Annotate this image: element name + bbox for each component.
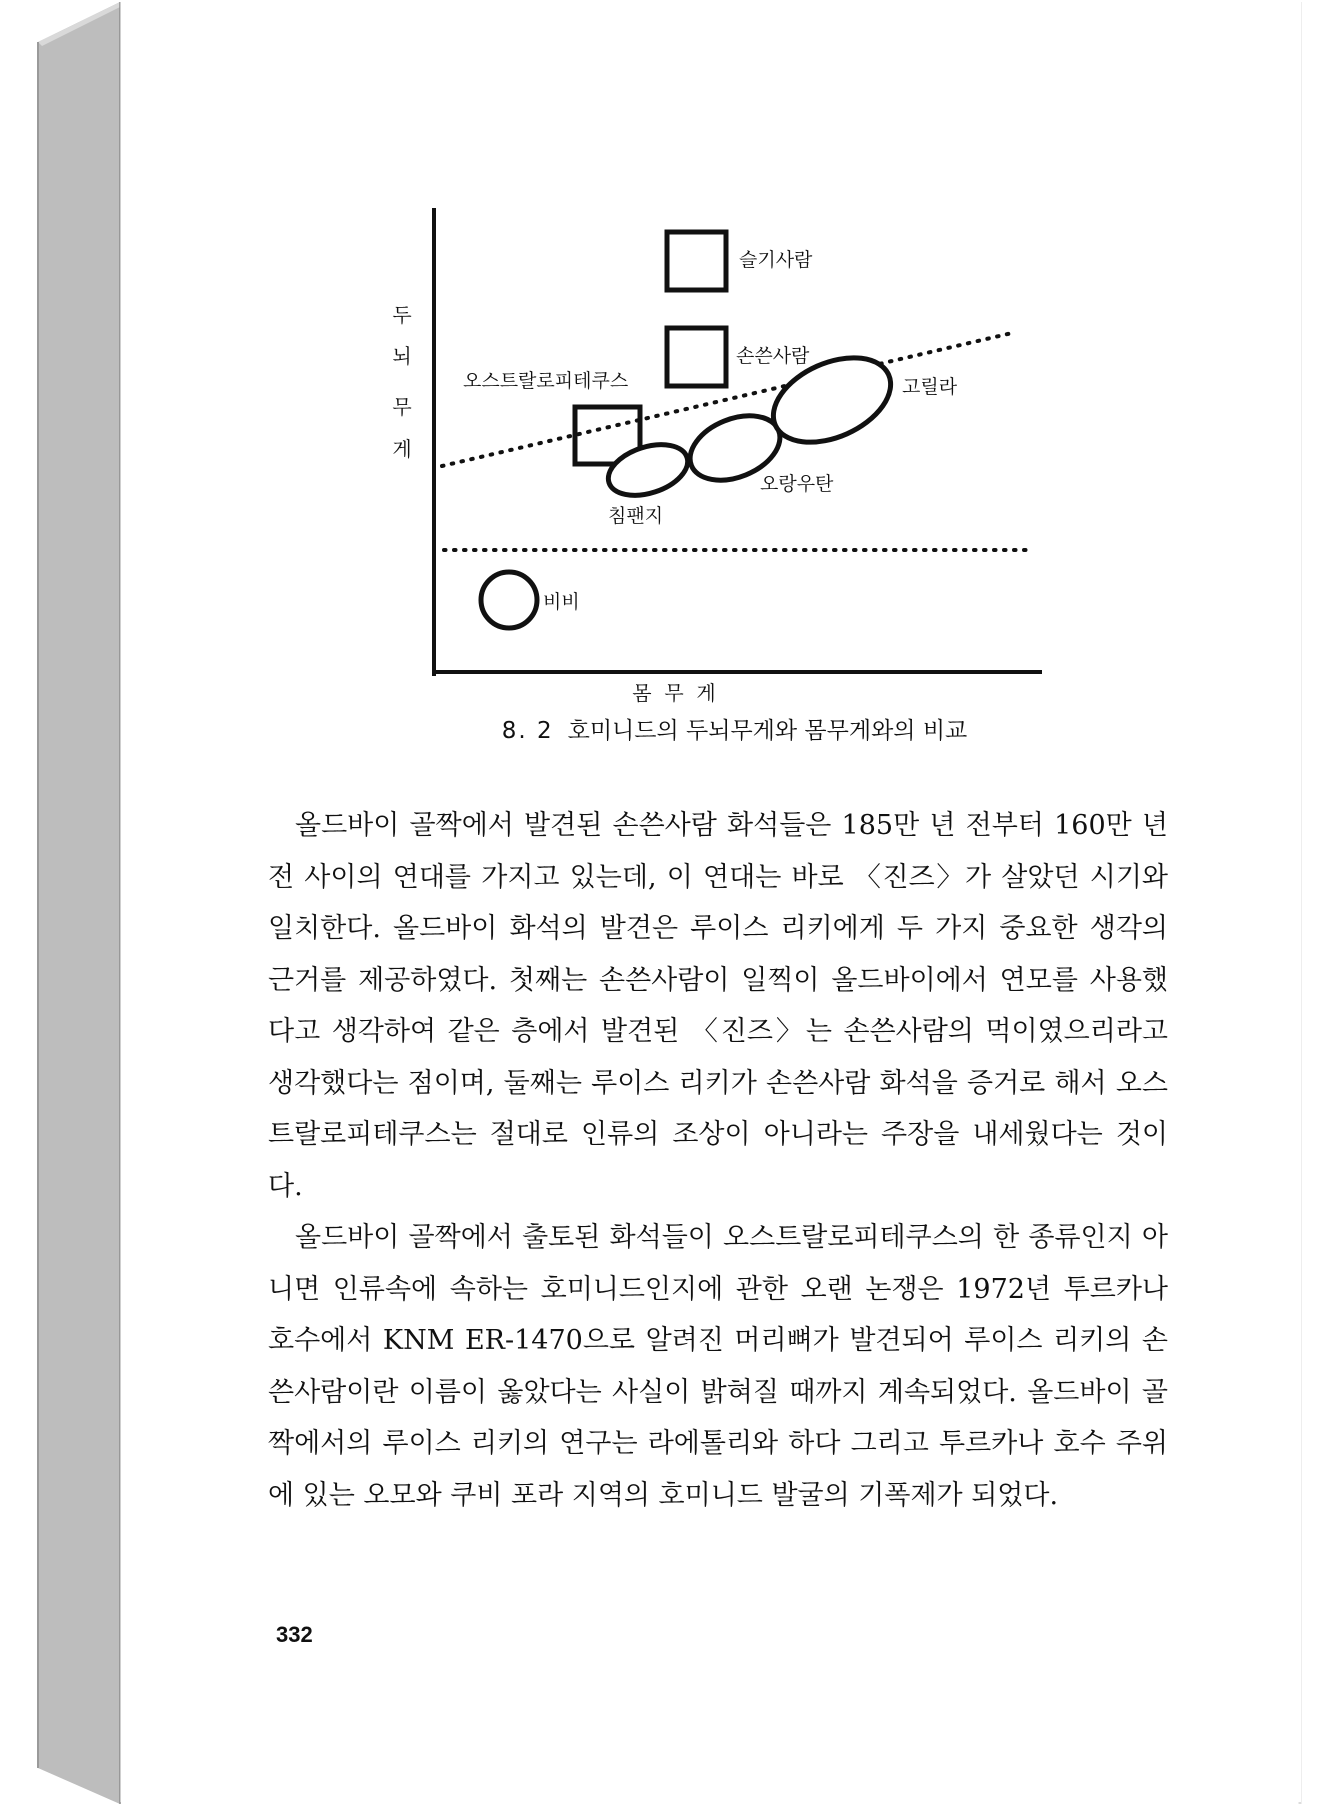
paragraph: 올드바이 골짝에서 출토된 화석들이 오스트랄로피테쿠스의 한 종류인지 아니면 인류속에 속하는 호미니드인지에 관한 오랜 논쟁은 1972년 투르카나 호수에서 KNM ER-1470으로 알려진 머리뼈가 발견되어 루이스 리키의 손쓴사람이란 이름이 옳았다는 사실이 밝혀질 때까지 계속되었다. 올드바이 골짝에서의 루이스 리키의 연구는 라에톨리와 하다 그리고 투르카나 호수 주위에 있는 오모와 쿠비 포라 지역의 호미니드 발굴의 기폭제가 되었다.	[268, 1222, 1168, 1511]
y-axis-label-char: 무	[392, 395, 412, 419]
homo-habilis-marker	[667, 328, 726, 386]
figure-caption-text: 호미니드의 두뇌무게와 몸무게와의 비교	[567, 718, 968, 744]
homo-sapiens-marker	[667, 232, 726, 290]
y-axis-label-char: 뇌	[392, 344, 412, 368]
page-number: 332	[276, 1622, 313, 1647]
x-axis-label: 몸 무 게	[632, 681, 716, 705]
baboon-marker	[481, 572, 537, 628]
paragraph: 올드바이 골짝에서 발견된 손쓴사람 화석들은 185만 년 전부터 160만 년 전 사이의 연대를 가지고 있는데, 이 연대는 바로 〈진즈〉가 살았던 시기와 일치한다. 올드바이 화석의 발견은 루이스 리키에게 두 가지 중요한 생각의 근거를 제공하였다. 첫째는 손쓴사람이 일찍이 올드바이에서 연모를 사용했다고 생각하여 같은 층에서 발견된 〈진즈〉는 손쓴사람의 먹이였으리라고 생각했다는 점이며, 둘째는 루이스 리키가 손쓴사람 화석을 증거로 해서 오스트랄로피테쿠스는 절대로 인류의 조상이 아니라는 주장을 내세웠다는 것이다.	[268, 810, 1168, 1202]
figure-number: 8. 2	[501, 718, 554, 744]
brain-body-weight-figure	[0, 0, 1319, 760]
label-orangutan: 오랑우탄	[760, 473, 834, 495]
y-axis-label-char: 게	[392, 437, 412, 461]
label-chimpanzee: 침팬지	[608, 505, 664, 527]
figure-caption	[0, 712, 1319, 745]
label-australopithecus: 오스트랄로피테쿠스	[463, 370, 629, 392]
body-text	[268, 800, 1168, 1521]
label-homo-sapiens: 슬기사람	[739, 249, 813, 271]
y-axis-label-char: 두	[392, 303, 412, 327]
label-baboon: 비비	[543, 591, 580, 613]
chimpanzee-marker	[602, 435, 694, 504]
label-gorilla: 고릴라	[902, 376, 958, 398]
label-homo-habilis: 손쓴사람	[736, 345, 810, 367]
